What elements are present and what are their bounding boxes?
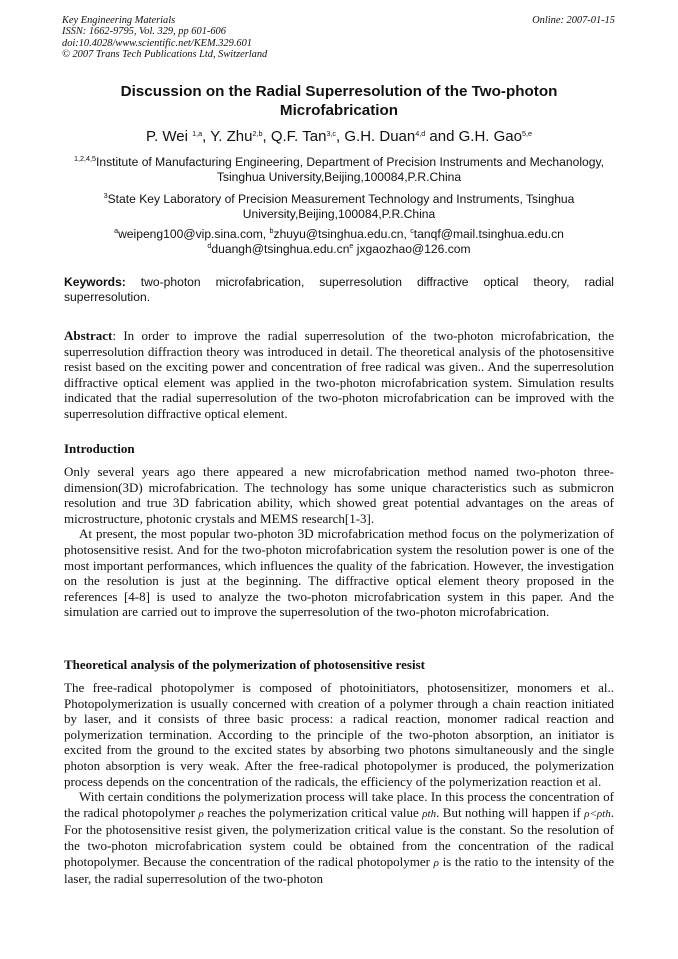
author-sep: , (262, 128, 271, 145)
email-list (70, 227, 608, 257)
affiliation-sup: 1,2,4,5 (74, 154, 96, 163)
paragraph: The free-radical photopolymer is composed of photoinitiators, photosensitizer, monomers et al.. Photopolymerization is usually concerned with creation of a polymer through a chain reaction initiated by laser, and it consists of three basic process: a radical reaction, monomer radical reaction and polymerization termination. According to the principle of the two-photon absorption, an initiator is excited from the ground to the excited states by absorbing two photons simultaneously and the single photon absorption is very weak. After the free-radical photopolymer is produced, the polymerization process depends on the concentration of the radicals, the efficiency of the polymerization reaction et al. (64, 680, 614, 789)
email-sup: d (207, 241, 212, 251)
email-c: tanqf@mail.tsinghua.edu.cn (413, 227, 564, 241)
journal-issn: ISSN: 1662-9795, Vol. 329, pp 601-606 (62, 26, 226, 38)
keywords (64, 275, 614, 306)
author-name: G.H. Duan (344, 128, 416, 145)
symbol-rho-lt: ρ<ρth (584, 807, 611, 820)
journal-doi: doi:10.4028/www.scientific.net/KEM.329.601 (62, 37, 252, 49)
theory-body (64, 680, 614, 887)
affiliation-sup: 3 (103, 191, 108, 200)
text-run: reaches the polymerization critical value (203, 804, 423, 820)
text-run: is the ratio to the intensity of the laser, the radial superresolution of the two-photon (64, 853, 614, 887)
keywords-text: two-photon microfabrication, superresolution diffractive optical theory, radial superresolution. (64, 275, 614, 305)
author-list (64, 127, 614, 146)
email-sup: b (269, 226, 274, 235)
affiliation-text: Institute of Manufacturing Engineering, Department of Precision Instruments and Mechanology, Tsinghua University,Beijing,100084,P.R.China (95, 155, 604, 185)
text-run: With certain conditions the polymerization process will take place. In this process the concentration of the radical photopolymer (64, 789, 614, 820)
symbol-rho: ρ (433, 856, 439, 869)
paper-title: Discussion on the Radial Superresolution of the Two-photon Microfabrication (120, 83, 558, 119)
email-b: zhuyu@tsinghua.edu.cn, (273, 227, 411, 241)
online-date: Online: 2007-01-15 (532, 15, 615, 26)
abstract (64, 328, 614, 422)
email-a: weipeng100@vip.sina.com, (118, 227, 270, 241)
author-name: Q.F. Tan (270, 128, 327, 145)
text-run: . But nothing will happen if (436, 804, 585, 820)
author-sep: , (202, 128, 211, 145)
paragraph: At present, the most popular two-photon 3D microfabrication method focus on the polymerization of photosensitive resist. And for the two-photon microfabrication system the resolution power is one of the most important performances, which influences the quality of the fabrication. However, the investigation on the resolution is just at the beginning. The diffractive optical element theory proposed in the references [4-8] is used to analyze the two-photon microfabrication system in this paper. And the simulation are carried out to improve the superresolution of the two-photon microfabrication. (64, 526, 614, 620)
author-name: G.H. Gao (458, 128, 522, 145)
journal-copyright: © 2007 Trans Tech Publications Ltd, Switzerland (62, 48, 268, 60)
email-sup: e (349, 241, 354, 251)
author-sup: 3,c (326, 129, 337, 138)
paragraph (64, 789, 614, 887)
introduction-body (64, 464, 614, 620)
affiliation-2 (70, 192, 608, 222)
author-sup: 2,b (252, 129, 263, 138)
author-sup: 1,a (192, 129, 203, 138)
email-e: jxgaozhao@126.com (353, 242, 471, 257)
journal-name: Key Engineering Materials (62, 15, 176, 26)
author-sep: and (425, 128, 459, 145)
affiliation-1 (70, 155, 608, 185)
abstract-label: Abstract (64, 328, 113, 343)
author-sup: 5,e (521, 129, 532, 138)
author-sup: 4,d (415, 129, 426, 138)
paragraph: Only several years ago there appeared a new microfabrication method named two-photon three-dimension(3D) microfabrication. The technology has some unique characteristics such as submicron resolution and true 3D fabrication ability, which showed great potential advantages on the areas of microstructure, photonic crystals and MEMS research[1-3]. (64, 464, 614, 526)
email-line-2 (70, 242, 608, 257)
author-name: Y. Zhu (210, 128, 253, 145)
journal-header (62, 15, 267, 60)
section-heading-introduction: Introduction (64, 441, 135, 456)
email-d: duangh@tsinghua.edu.cn (211, 242, 350, 257)
symbol-rho-th: ρth (422, 807, 437, 820)
affiliation-text: State Key Laboratory of Precision Measurement Technology and Instruments, Tsinghua University,Beijing,100084,P.R.China (107, 192, 575, 222)
email-line-1 (70, 227, 608, 242)
author-name: P. Wei (146, 128, 193, 145)
keywords-label: Keywords: (64, 275, 126, 289)
symbol-rho: ρ (198, 807, 204, 820)
section-heading-theory: Theoretical analysis of the polymerization of photosensitive resist (64, 657, 425, 672)
text-run: . For the photosensitive resist given, the polymerization critical value is the constant. So the resolution of the two-photon microfabrication system could be obtained from the concentration of the radical photopolymer. Because the concentration of the radical photopolymer (64, 804, 614, 869)
email-sup: c (410, 226, 414, 235)
abstract-text: : In order to improve the radial superresolution of the two-photon microfabrication, the superresolution diffraction theory was introduced in detail. The theoretical analysis of the photosensitive resist based on the exciting power and concentration of free radical was given.. And the superresolution diffractive optical element was applied in the two-photon microfabrication system. Simulation results indicated that the radial superresolution of the two-photon microfabrication can be improved with the superresolution diffractive optical element. (64, 328, 614, 421)
email-sup: a (114, 226, 119, 235)
author-sep: , (336, 128, 345, 145)
